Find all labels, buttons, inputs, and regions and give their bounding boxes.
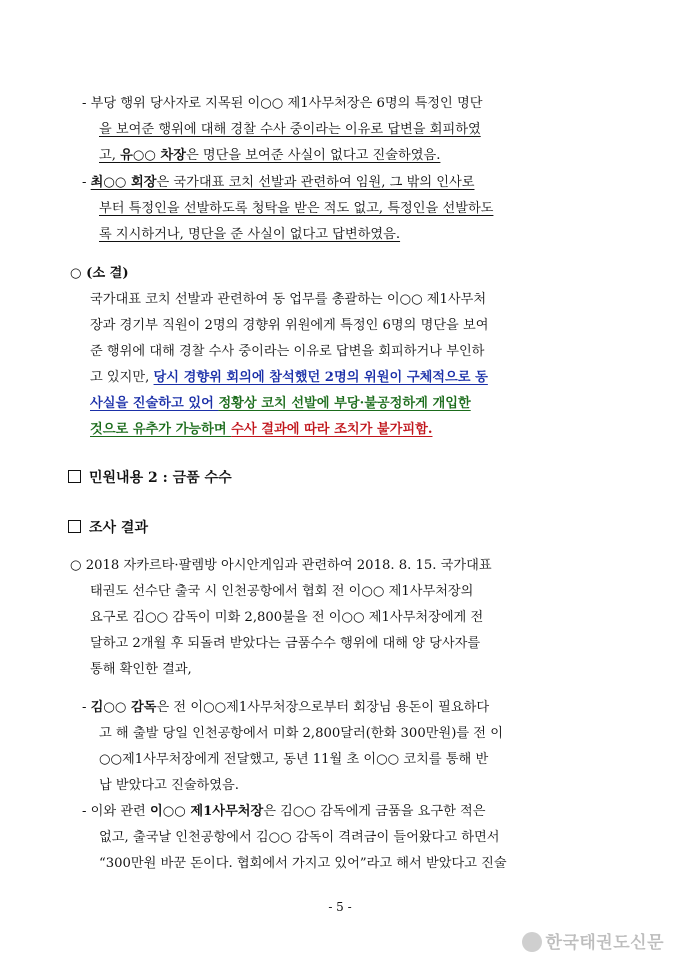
section-heading-sojeol: ○ (소 결) (70, 266, 129, 281)
logo-icon (522, 932, 542, 952)
text-line: “300만원 바꾼 돈이다. 협회에서 가지고 있어”라고 해서 받았다고 진술 (99, 856, 507, 871)
text-line: 국가대표 코치 선발과 관련하여 동 업무를 총괄하는 이○○ 제1사무처 (90, 292, 487, 307)
section-heading-investigation: 조사 결과 (68, 518, 148, 538)
text-line: 록 지시하거나, 명단을 준 사실이 없다고 답변하였음. (99, 227, 401, 242)
text-line: 부터 특정인을 선발하도록 청탁을 받은 적도 없고, 특정인을 선발하도 (99, 201, 494, 216)
text-line: 것으로 유추가 가능하며 수사 결과에 따라 조치가 불가피함. (90, 422, 433, 437)
text-line: 달하고 2개월 후 되돌려 받았다는 금품수수 행위에 대해 양 당사자를 (90, 636, 481, 651)
text-line: 준 행위에 대해 경찰 수사 중이라는 이유로 답변을 회피하거나 부인하 (90, 344, 485, 359)
text-line: 장과 경기부 직원이 2명의 경향위 위원에게 특정인 6명의 명단을 보여 (90, 318, 489, 333)
text-line: ○○제1사무처장에게 전달했고, 동년 11월 초 이○○ 코치를 통해 반 (99, 752, 489, 767)
text-line: - 부당 행위 당사자로 지목된 이○○ 제1사무처장은 6명의 특정인 명단 (82, 96, 483, 111)
text-line: 고 해 출발 당일 인천공항에서 미화 2,800달러(한화 300만원)를 전 이 (99, 726, 503, 741)
section-heading-complaint-2: 민원내용 2 : 금품 수수 (68, 468, 232, 488)
checkbox-square-icon (68, 470, 81, 483)
text-line: ○ 2018 자카르타·팔렘방 아시안게임과 관련하여 2018. 8. 15. 국가대표 (70, 558, 492, 573)
text-line: 고 있지만, 당시 경향위 회의에 참석했던 2명의 위원이 구체적으로 동 (90, 370, 488, 385)
text-line: - 최○○ 회장은 국가대표 코치 선발과 관련하여 임원, 그 밖의 인사로 (82, 175, 475, 190)
text-line: 없고, 출국날 인천공항에서 김○○ 감독이 격려금이 들어왔다고 하면서 (99, 830, 500, 845)
text-line: - 이와 관련 이○○ 제1사무처장은 김○○ 감독에게 금품을 요구한 적은 (82, 804, 486, 819)
checkbox-square-icon (68, 520, 81, 533)
page-number: - 5 - (328, 900, 352, 914)
text-line: 을 보여준 행위에 대해 경찰 수사 중이라는 이유로 답변을 회피하였 (99, 122, 481, 137)
text-line: - 김○○ 감독은 전 이○○제1사무처장으로부터 회장님 용돈이 필요하다 (82, 700, 490, 715)
watermark: 한국태권도신문 (522, 928, 664, 953)
text-line: 사실을 진술하고 있어 정황상 코치 선발에 부당·불공정하게 개입한 (90, 396, 471, 411)
text-line: 태권도 선수단 출국 시 인천공항에서 협회 전 이○○ 제1사무처장의 (90, 584, 474, 599)
text-line: 요구로 김○○ 감독이 미화 2,800불을 전 이○○ 제1사무처장에게 전 (90, 610, 484, 625)
text-line: 납 받았다고 진술하였음. (99, 778, 239, 793)
text-line: 고, 유○○ 차장은 명단을 보여준 사실이 없다고 진술하였음. (99, 148, 441, 163)
text-line: 통해 확인한 결과, (90, 662, 192, 677)
